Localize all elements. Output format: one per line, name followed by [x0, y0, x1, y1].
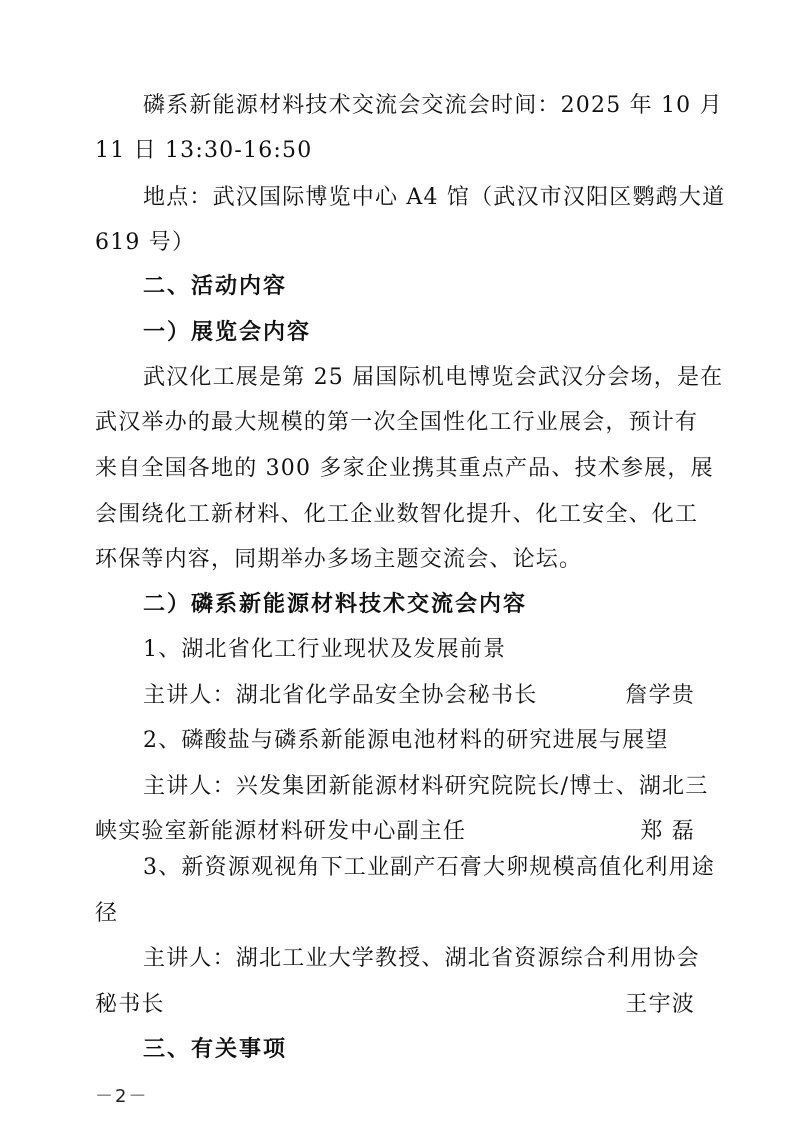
- speaker-line-1: [143, 681, 695, 711]
- time-line-1: 磷系新能源材料技术交流会交流会时间：2025 年 10 月: [143, 93, 723, 118]
- section-heading-2: 二、活动内容: [143, 274, 288, 299]
- topic-3-line-2: 径: [95, 901, 119, 926]
- location-line-1: 地点：武汉国际博览中心 A4 馆（武汉市汉阳区鹦鹉大道: [143, 185, 726, 210]
- subsection-heading-exhibition: 一）展览会内容: [143, 320, 312, 345]
- topic-1: 1、湖北省化工行业现状及发展前景: [143, 637, 507, 662]
- speaker-line-3a: 主讲人：湖北工业大学教授、湖北省资源综合利用协会: [143, 946, 700, 971]
- topic-2: 2、磷酸盐与磷系新能源电池材料的研究进展与展望: [143, 728, 669, 753]
- speaker-line-2b: [95, 817, 695, 847]
- speaker-title: 秘书长: [95, 992, 165, 1017]
- speaker-line-2a: 主讲人：兴发集团新能源材料研究院院长/博士、湖北三: [143, 774, 709, 799]
- time-line-2: 11 日 13:30-16:50: [95, 138, 313, 163]
- location-line-2: 619 号）: [95, 230, 196, 255]
- speaker-name: 郑 磊: [640, 819, 695, 844]
- topic-3-line-1: 3、新资源观视角下工业副产石膏大卵规模高值化利用途: [143, 855, 715, 880]
- page-number: －2－: [95, 1086, 149, 1107]
- speaker-name: 詹学贵: [625, 683, 695, 708]
- paragraph-line: 武汉举办的最大规模的第一次全国性化工行业展会，预计有: [95, 410, 699, 435]
- paragraph-line: 来自全国各地的 300 多家企业携其重点产品、技术参展，展: [95, 456, 714, 481]
- speaker-line-3b: [95, 990, 695, 1020]
- section-heading-3: 三、有关事项: [143, 1037, 288, 1062]
- paragraph-line: 环保等内容，同期举办多场主题交流会、论坛。: [95, 547, 583, 572]
- paragraph-line: 会围绕化工新材料、化工企业数智化提升、化工安全、化工: [95, 502, 699, 527]
- speaker-name: 王宇波: [625, 992, 695, 1017]
- speaker-title: 主讲人：湖北省化学品安全协会秘书长: [143, 683, 538, 708]
- paragraph-line: 武汉化工展是第 25 届国际机电博览会武汉分会场，是在: [143, 365, 724, 390]
- speaker-title: 峡实验室新能源材料研发中心副主任: [95, 819, 467, 844]
- subsection-heading-exchange: 二）磷系新能源材料技术交流会内容: [143, 592, 528, 617]
